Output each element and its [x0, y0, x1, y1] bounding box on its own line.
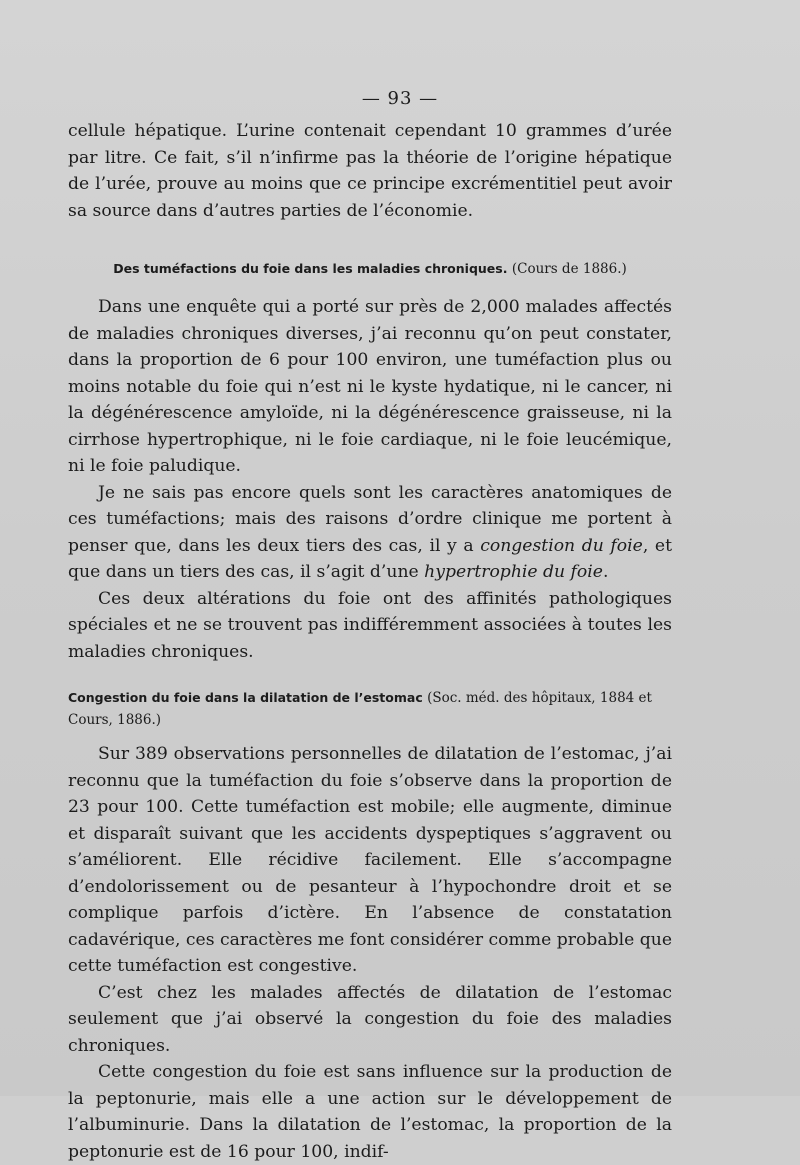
section-source: (Cours de 1886.)	[511, 261, 627, 277]
paragraph: C’est chez les malades affectés de dilatation de l’estomac seulement que j’ai observé la congestion du foie des maladies chroniques.	[68, 982, 672, 1056]
section-heading-congestion	[68, 687, 672, 731]
page-number: — 93 —	[361, 88, 439, 109]
section-heading-tumefactions	[68, 258, 672, 280]
paragraph: Ces deux altérations du foie ont des affinités pathologiques spéciales et ne se trouvent pas indifféremment associées à toutes les maladies chroniques.	[68, 588, 672, 662]
emphasis-text: hypertrophie du foie	[424, 562, 603, 582]
paragraph: Cette congestion du foie est sans influence sur la production de la peptonurie, mais elle a une action sur le développement de l’albuminurie. Dans la dilatation de l’estomac, la proportion de la peptonurie est de 16 pour 100, indif-	[68, 1062, 672, 1162]
emphasis-text: congestion du foie	[480, 535, 643, 556]
paragraph: Dans une enquête qui a porté sur près de 2,000 malades affectés de maladies chroniques diverses, j’ai reconnu qu’on peut constater, dans la proportion de 6 pour 100 environ, une tuméfaction plus ou moins notable du foie qui n’est ni le kyste hydatique, ni le cancer, ni la dégénérescence amyloïde, ni la dégénérescence graisseuse, ni la cirrhose hypertrophique, ni le foie cardiaque, ni le foie leucémique, ni le foie paludique.	[68, 297, 672, 476]
section-heading-text: Congestion du foie dans la dilatation de l’estomac	[68, 690, 423, 705]
page-body	[68, 118, 672, 1165]
section-source: (Soc. méd. des hôpitaux, 1884 et Cours, 1886.)	[68, 690, 652, 728]
paragraph: Sur 389 observations personnelles de dilatation de l’estomac, j’ai reconnu que la tuméfaction du foie s’observe dans la proportion de 23 pour 100. Cette tuméfaction est mobile; elle augmente, diminue et disparaît suivant que les accidents dyspeptiques s’aggravent ou s’améliorent. Elle récidive facilement. Elle s’accompagne d’endolorissement ou de pesanteur à l’hypochondre droit et se complique parfois d’ictère. En l’absence de constatation cadavérique, ces caractères me font considérer comme probable que cette tuméfaction est congestive.	[68, 744, 672, 976]
paragraph: Je ne sais pas encore quels sont les caractères anatomiques de ces tuméfactions; mais des raisons d’ordre clinique me portent à penser que, dans les deux tiers des cas, il y a congestion du foie, et que dans un tiers des cas, il s’agit d’une hypertrophie du foie.	[68, 482, 672, 582]
section-heading-text: Des tuméfactions du foie dans les maladies chroniques.	[113, 261, 508, 276]
intro-paragraph: cellule hépatique. L’urine contenait cependant 10 grammes d’urée par litre. Ce fait, s’il n’infirme pas la théorie de l’origine hépatique de l’urée, prouve au moins que ce principe excrémentitiel peut avoir sa source dans d’autres parties de l’économie.	[68, 121, 672, 221]
